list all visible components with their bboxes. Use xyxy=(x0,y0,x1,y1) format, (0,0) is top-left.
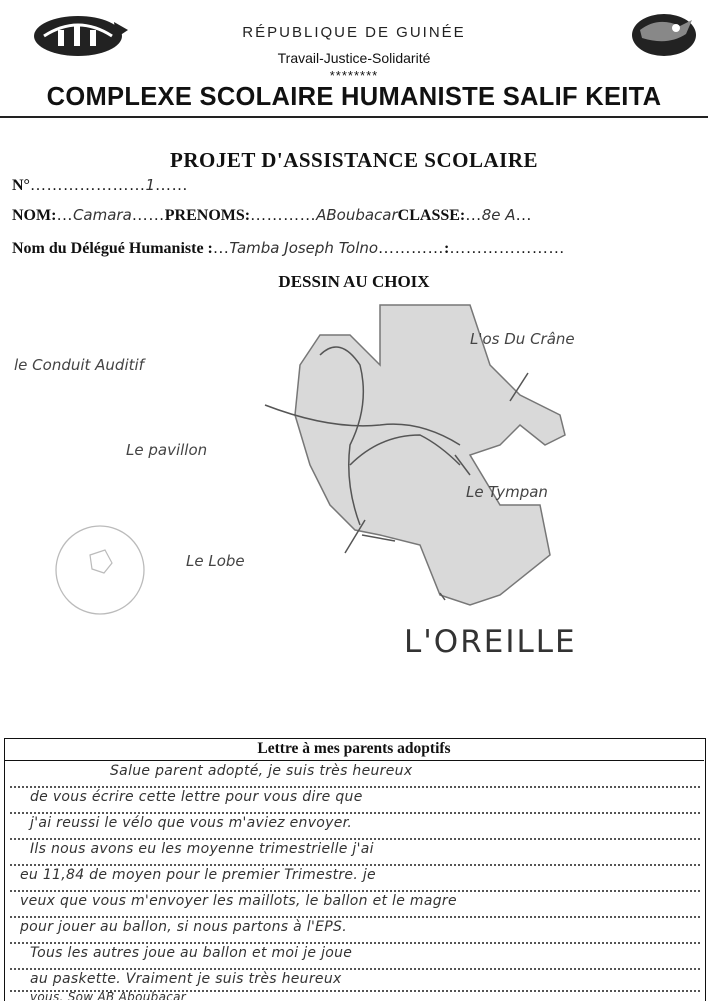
prenoms-label: PRENOMS: xyxy=(164,207,251,224)
label-tympan: Le Tympan xyxy=(466,483,548,501)
letter-line: Ils nous avons eu les moyenne trimestrielle j'ai xyxy=(10,838,700,866)
number-label: N° xyxy=(12,177,30,194)
classe-value: 8e A xyxy=(481,206,516,224)
project-title: PROJET D'ASSISTANCE SCOLAIRE xyxy=(170,148,538,172)
letter-line: vous. Sow AB Aboubacar xyxy=(30,990,187,1000)
number-field: N°…………………1…… xyxy=(12,176,188,194)
letter-line: Tous les autres joue au ballon et moi je joue xyxy=(10,942,700,970)
school-name: COMPLEXE SCOLAIRE HUMANISTE SALIF KEITA xyxy=(46,83,662,111)
letter-line: j'ai reussi le vélo que vous m'aviez envoyer. xyxy=(10,812,700,840)
label-os-crane: L'os Du Crâne xyxy=(470,330,575,348)
prenoms-value: ABoubacar xyxy=(316,206,398,224)
letter-line: veux que vous m'envoyer les maillots, le ballon et le magre xyxy=(10,890,700,918)
drawing-section-title: DESSIN AU CHOIX xyxy=(278,272,430,291)
delegue-row: Nom du Délégué Humaniste :…Tamba Joseph Tolno…………:………………… xyxy=(12,239,565,257)
label-pavillon: Le pavillon xyxy=(126,441,208,459)
letter-line: Salue parent adopté, je suis très heureux xyxy=(10,760,700,788)
label-conduit-auditif: le Conduit Auditif xyxy=(14,356,144,374)
republic-heading: RÉPUBLIQUE DE GUINÉE xyxy=(242,24,466,41)
star-separator: ******** xyxy=(329,68,379,83)
number-value: 1 xyxy=(145,176,155,194)
delegue-label: Nom du Délégué Humaniste : xyxy=(12,240,213,257)
label-lobe: Le Lobe xyxy=(186,552,245,570)
nom-row: NOM:…Camara……PRENOMS:…………ABoubacarCLASSE:…8e A… xyxy=(12,206,533,224)
drawing-title: L'OREILLE xyxy=(404,624,577,660)
letter-line: pour jouer au ballon, si nous partons à l'EPS. xyxy=(10,916,700,944)
letter-line: au paskette. Vraiment je suis très heureux xyxy=(10,968,700,992)
header-rule xyxy=(0,116,708,118)
letter-title: Lettre à mes parents adoptifs xyxy=(4,738,704,761)
delegue-value: Tamba Joseph Tolno xyxy=(229,239,379,257)
letter-line: de vous écrire cette lettre pour vous dire que xyxy=(10,786,700,814)
nom-label: NOM: xyxy=(12,207,57,224)
letter-line: eu 11,84 de moyen pour le premier Trimestre. je xyxy=(10,864,700,892)
national-motto: Travail-Justice-Solidarité xyxy=(277,50,431,66)
nom-value: Camara xyxy=(72,206,132,224)
classe-label: CLASSE: xyxy=(397,207,466,224)
delegue-suffix: : xyxy=(444,240,450,257)
